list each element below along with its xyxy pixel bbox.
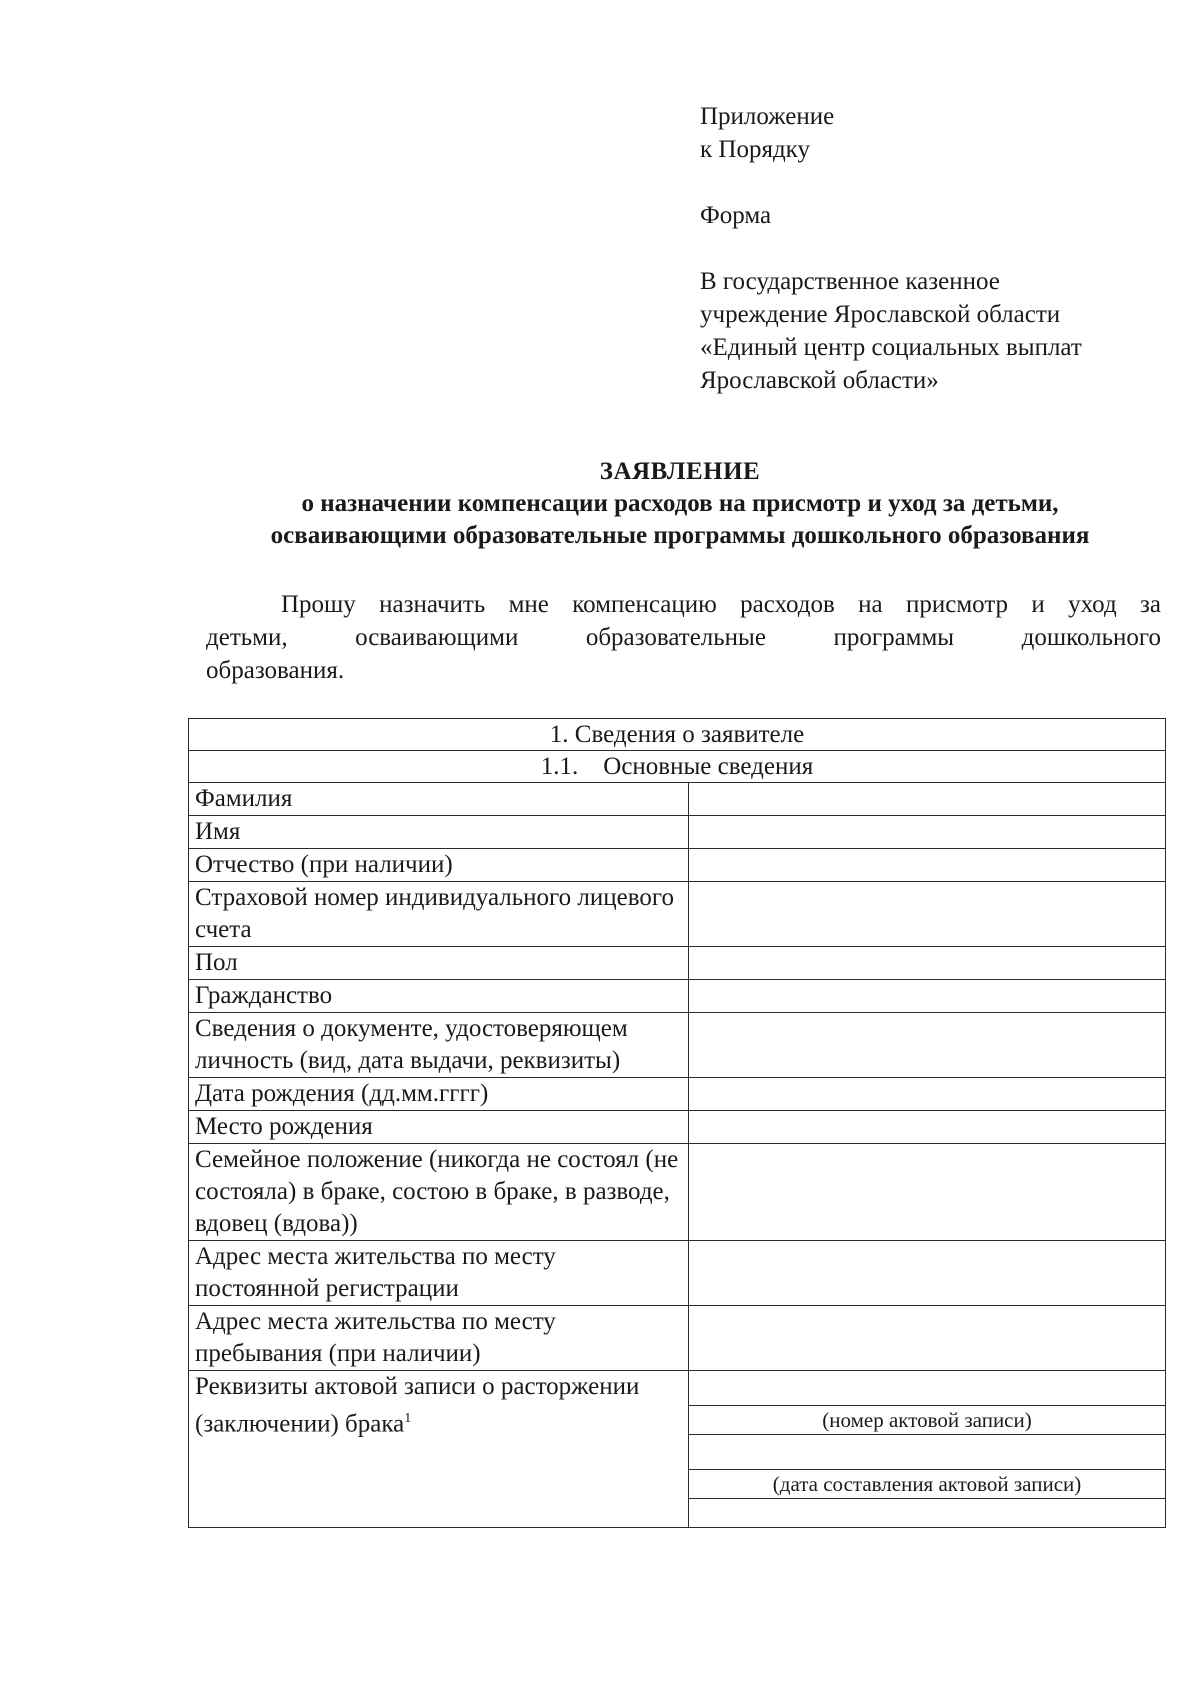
request-line: Прошу назначить мне компенсацию расходов на присмотр и уход за [281,591,1161,618]
table-row [189,1144,1166,1241]
field-label: Сведения о документе, удостоверяющем личность (вид, дата выдачи, реквизиты) [189,1013,689,1078]
field-label: Пол [189,947,689,980]
field-label-text: Реквизиты актовой записи о расторжении (заключении) брака [195,1373,640,1438]
table-row [189,1306,1166,1371]
field-label: Место рождения [189,1111,689,1144]
footnote-marker: 1 [404,1411,412,1426]
marriage-record-cell [689,1371,1166,1528]
applicant-info-table [188,718,1166,1528]
field-label: Гражданство [189,980,689,1013]
record-number-input[interactable] [689,1371,1165,1406]
field-label [189,1371,689,1528]
field-value-cell[interactable] [689,980,1166,1013]
title-line: осваивающими образовательные программы дошкольного образования [270,522,1090,549]
record-date-caption: (дата составления актовой записи) [772,1472,1082,1496]
record-extra-blank[interactable] [689,1498,1165,1527]
table-row [189,849,1166,882]
record-date-input[interactable] [689,1434,1165,1470]
table-row [189,816,1166,849]
addressee-line: В государственное казенное [700,268,1000,295]
field-value-cell[interactable] [689,1306,1166,1371]
record-number-caption: (номер актовой записи) [822,1408,1032,1432]
addressee-block [700,100,1082,397]
field-label: Отчество (при наличии) [189,849,689,882]
table-row [189,1078,1166,1111]
field-label: Адрес места жительства по месту пребывания (при наличии) [189,1306,689,1371]
table-row [189,980,1166,1013]
field-label: Страховой номер индивидуального лицевого счета [189,882,689,947]
field-label: Адрес места жительства по месту постоянной регистрации [189,1241,689,1306]
addressee-line: «Единый центр социальных выплат [700,334,1082,361]
table-row [189,1241,1166,1306]
field-value-cell[interactable] [689,1241,1166,1306]
table-row [189,1371,1166,1528]
table-row [189,783,1166,816]
subsection-header: 1.1. Основные сведения [189,751,1166,783]
section-header: 1. Сведения о заявителе [189,719,1166,751]
request-paragraph [206,588,1161,687]
field-value-cell[interactable] [689,882,1166,947]
field-value-cell[interactable] [689,783,1166,816]
request-line: образования. [206,657,345,684]
field-value-cell[interactable] [689,1013,1166,1078]
field-value-cell[interactable] [689,1144,1166,1241]
table-row [189,947,1166,980]
table-row [189,1111,1166,1144]
appendix-label: Приложение [700,103,835,130]
field-label: Семейное положение (никогда не состоял (не состояла) в браке, состою в браке, в разводе, вдовец (вдова)) [189,1144,689,1241]
table-row [189,882,1166,947]
field-value-cell[interactable] [689,1111,1166,1144]
field-value-cell[interactable] [689,947,1166,980]
document-title [170,456,1190,552]
field-label: Фамилия [189,783,689,816]
addressee-line: Ярославской области» [700,367,939,394]
field-label: Имя [189,816,689,849]
form-label: Форма [700,202,772,229]
order-label: к Порядку [700,136,810,163]
field-value-cell[interactable] [689,1078,1166,1111]
title-main: ЗАЯВЛЕНИЕ [599,458,761,485]
request-line: детьми, осваивающими образовательные программы дошкольного [206,624,1161,651]
addressee-line: учреждение Ярославской области [700,301,1061,328]
field-value-cell[interactable] [689,816,1166,849]
field-label: Дата рождения (дд.мм.гггг) [189,1078,689,1111]
field-value-cell[interactable] [689,849,1166,882]
table-row [189,1013,1166,1078]
title-line: о назначении компенсации расходов на присмотр и уход за детьми, [301,490,1059,517]
